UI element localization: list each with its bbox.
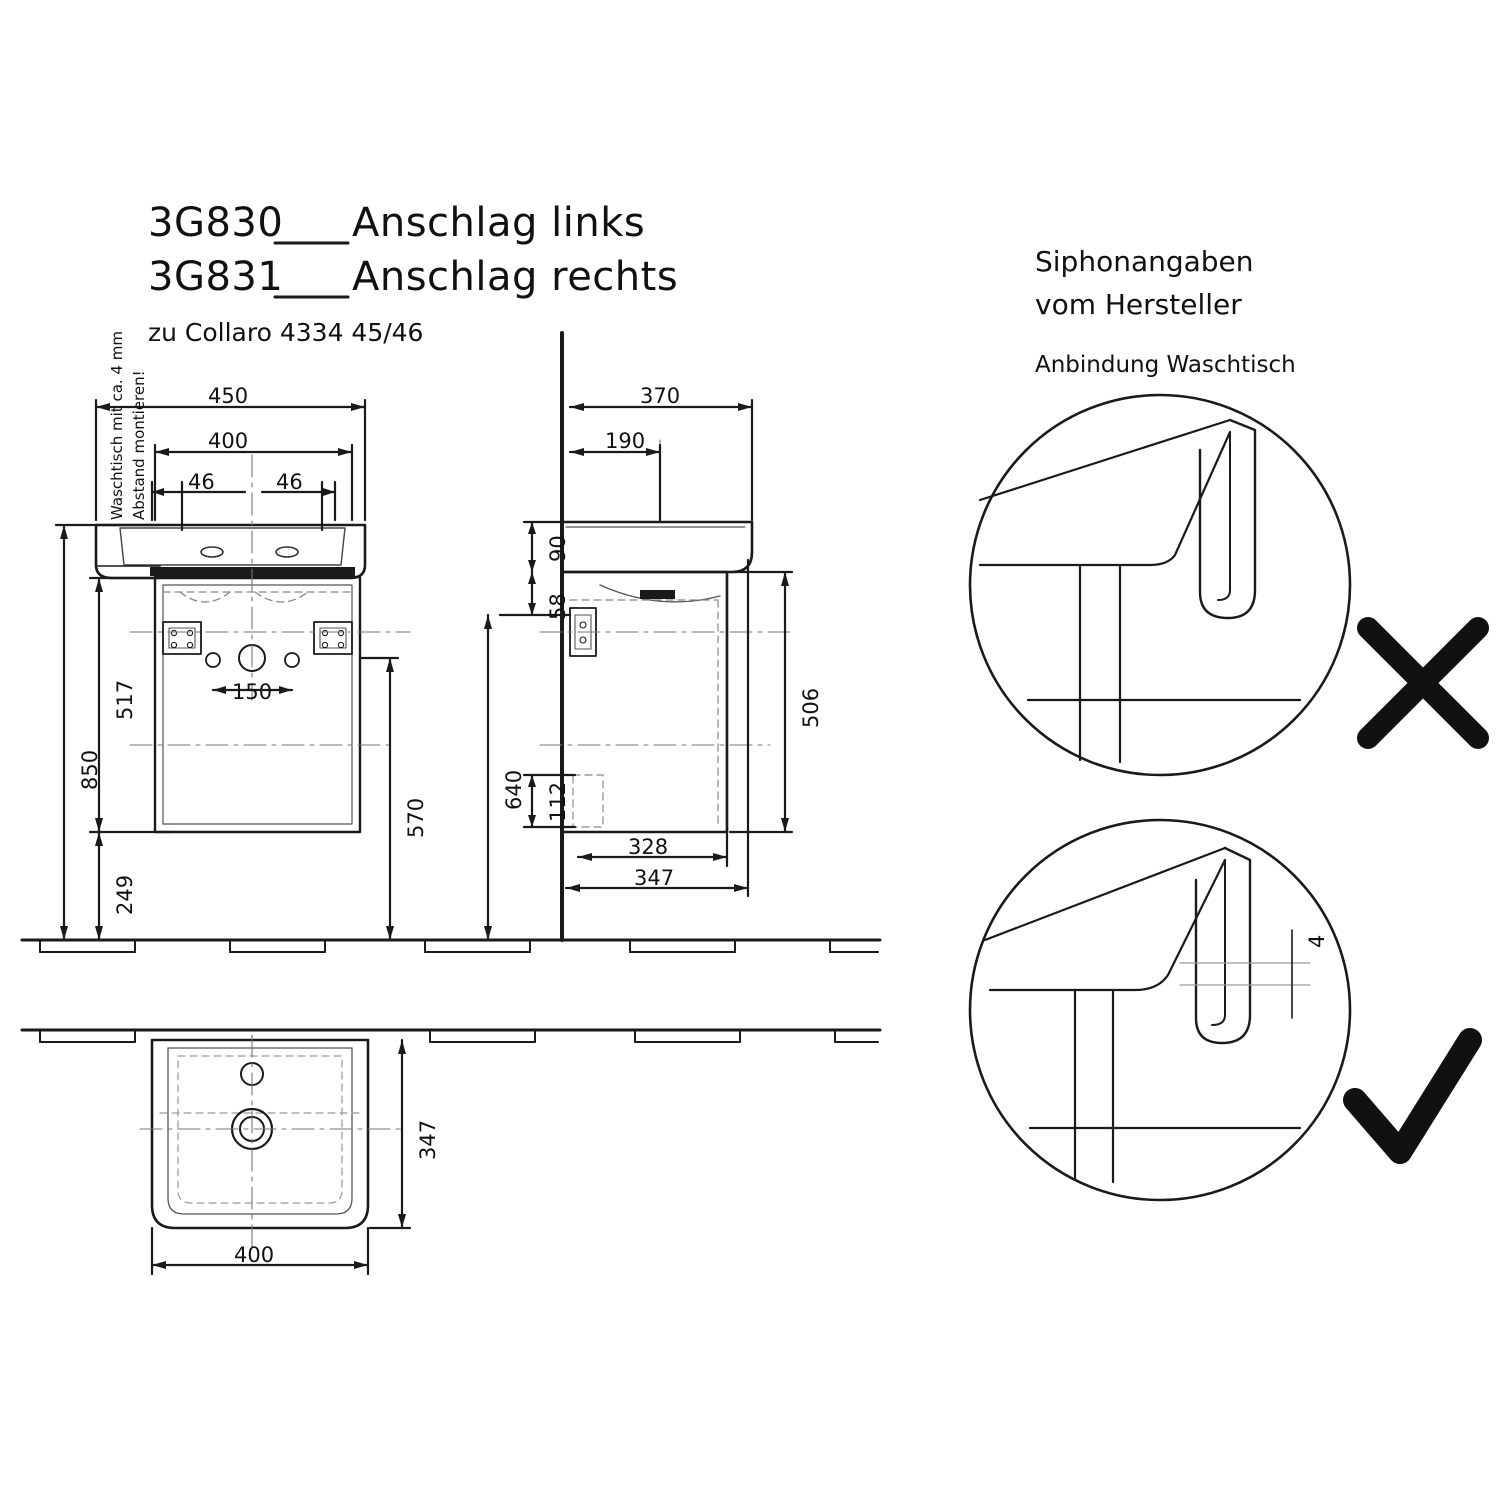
dim-347-top: 347: [416, 1119, 440, 1160]
dim-gap-4: 4: [1305, 934, 1329, 948]
siphon-heading-2: vom Hersteller: [1035, 288, 1242, 321]
dim-850: 850: [78, 749, 102, 790]
siphon-heading-1: Siphonangaben: [1035, 245, 1254, 278]
title-text-1: Anschlag links: [352, 200, 646, 246]
dim-58: 58: [546, 593, 570, 620]
dim-517: 517: [113, 679, 137, 720]
dim-370: 370: [640, 384, 681, 408]
dim-640: 640: [502, 769, 526, 810]
dim-46-left: 46: [188, 470, 215, 494]
dim-150: 150: [232, 680, 273, 704]
subtitle: zu Collaro 4334 45/46: [148, 318, 424, 347]
dim-90: 90: [546, 535, 570, 562]
dim-347-side: 347: [634, 866, 675, 890]
dim-570: 570: [404, 797, 428, 838]
dim-400-top: 400: [234, 1243, 275, 1267]
dim-190: 190: [605, 429, 646, 453]
dim-249: 249: [113, 874, 137, 915]
title-text-2: Anschlag rechts: [352, 254, 679, 300]
dim-450: 450: [208, 384, 249, 408]
siphon-subheading: Anbindung Waschtisch: [1035, 352, 1296, 378]
title-code-1: 3G830: [148, 200, 284, 246]
note-line-1: Waschtisch mit ca. 4 mm: [108, 331, 126, 520]
note-line-2: Abstand montieren!: [130, 370, 148, 520]
dim-506: 506: [799, 687, 823, 728]
dim-46-right: 46: [276, 470, 303, 494]
dim-328: 328: [628, 835, 669, 859]
dim-400-front: 400: [208, 429, 249, 453]
title-code-2: 3G831: [148, 254, 284, 300]
dim-112: 112: [546, 781, 570, 822]
